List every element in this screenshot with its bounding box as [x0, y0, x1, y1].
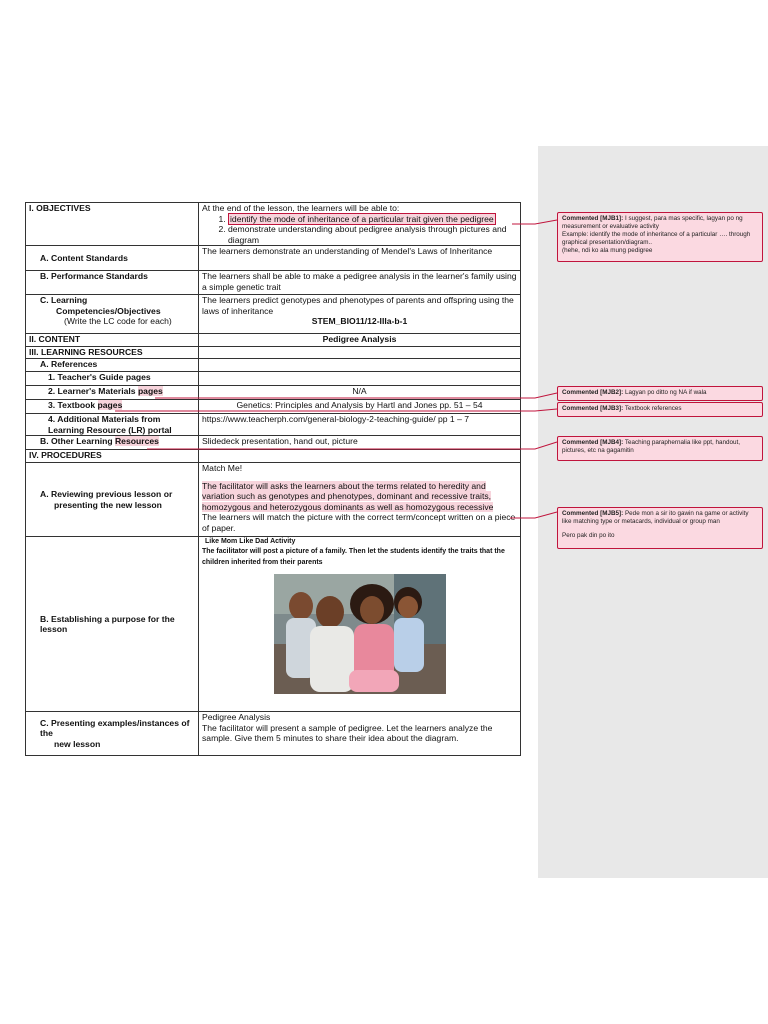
objectives-cell — [199, 203, 521, 246]
purpose-value — [199, 537, 521, 712]
learning-resources-label: III. LEARNING RESOURCES — [26, 347, 199, 359]
performance-standards-label: B. Performance Standards — [26, 271, 199, 295]
textbook-value: Genetics: Principles and Analysis by Hartl and Jones pp. 51 – 54 — [199, 400, 521, 414]
additional-materials-label: 4. Additional Materials from Learning Resource (LR) portal — [26, 414, 199, 436]
presenting-examples-value — [199, 712, 521, 756]
other-resources-label: B. Other Learning Resources — [26, 436, 199, 450]
purpose-text: The facilitator will post a picture of a family. Then let the students identify the traits that the children inherited from their parents — [202, 548, 505, 566]
procedures-label: IV. PROCEDURES — [26, 450, 199, 463]
additional-materials-value: https://www.teacherph.com/general-biology-2-teaching-guide/ pp 1 – 7 — [199, 414, 521, 436]
objectives-list — [202, 214, 517, 246]
other-resources-value: Slidedeck presentation, hand out, picture — [199, 436, 521, 450]
comment-mjb4[interactable]: Commented [MJB4]: Teaching paraphernalia like ppt, handout, pictures, etc na gagamitin — [557, 436, 763, 461]
references-label: A. References — [26, 359, 199, 372]
comment-mjb5[interactable]: Commented [MJB5]: Pede mon a sir ito gawin na game or activity like matching type or metacards, individual or group man Pero pak din po ito — [557, 507, 763, 549]
purpose-label: B. Establishing a purpose for the lesson — [26, 537, 199, 712]
textbook-label: 3. Textbook pages — [26, 400, 199, 414]
review-highlighted-text: The facilitator will asks the learners about the terms related to heredity and variation such as genotypes and phenotypes, dominant and recessive traits, homozygous and heterozygous dominants as well as homozygous recessive — [202, 480, 494, 512]
content-label: II. CONTENT — [26, 334, 199, 347]
lc-code: STEM_BIO11/12-IIIa-b-1 — [311, 316, 408, 326]
content-value: Pedigree Analysis — [199, 334, 521, 347]
content-standards-value: The learners demonstrate an understanding of Mendel's Laws of Inheritance — [199, 246, 521, 271]
purpose-title: Like Mom Like Dad Activity — [205, 538, 296, 545]
learners-materials-label: 2. Learner's Materials pages — [26, 386, 199, 400]
lesson-plan-table — [25, 202, 521, 756]
objective-item: 1. identify the mode of inheritance of a particular trait given the pedigree — [228, 214, 517, 225]
examples-title: Pedigree Analysis — [202, 712, 271, 722]
comment-mjb1[interactable]: Commented [MJB1]: I suggest, para mas specific, lagyan po ng measurement or evaluative activity Example: identify the mode of inheritance of a particular …. through graphical presentation/diagram.. (hehe, ndi ko ala mung pedigree — [557, 212, 763, 262]
content-standards-label: A. Content Standards — [26, 246, 199, 271]
comment-mjb3[interactable]: Commented [MJB3]: Textbook references — [557, 402, 763, 417]
competencies-value: The learners predict genotypes and phenotypes of parents and offspring using the laws of inheritance STEM_BIO11/12-IIIa-b-1 — [199, 295, 521, 334]
performance-standards-value: The learners shall be able to make a pedigree analysis in the learner's family using a simple genetic trait — [199, 271, 521, 295]
examples-text: The facilitator will present a sample of pedigree. Let the learners analyze the sample. Give them 5 minutes to share their idea about the diagram. — [202, 722, 493, 743]
objective-item: 2. demonstrate understanding about pedigree analysis through pictures and diagram — [228, 224, 517, 245]
family-photo-icon — [274, 574, 446, 694]
review-after-text: The learners will match the picture with the correct term/concept written on a piece of paper. — [202, 512, 516, 533]
teachers-guide-label: 1. Teacher's Guide pages — [26, 372, 199, 386]
learners-materials-value: N/A — [199, 386, 521, 400]
review-lesson-value — [199, 463, 521, 537]
competencies-label: C. Learning Competencies/Objectives (Write the LC code for each) — [26, 295, 199, 334]
review-title: Match Me! — [202, 463, 243, 473]
objectives-label: I. OBJECTIVES — [26, 203, 199, 246]
comment-mjb2[interactable]: Commented [MJB2]: Lagyan po ditto ng NA if wala — [557, 386, 763, 401]
review-lesson-label: A. Reviewing previous lesson or presenting the new lesson — [26, 463, 199, 537]
objectives-intro: At the end of the lesson, the learners will be able to: — [202, 203, 400, 213]
presenting-examples-label: C. Presenting examples/instances of the new lesson — [26, 712, 199, 756]
